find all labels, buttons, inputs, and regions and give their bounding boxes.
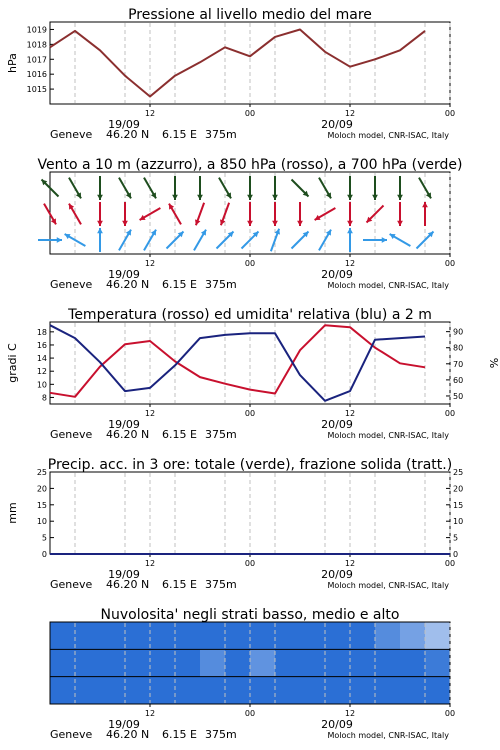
y-tick-label-right: 90 (453, 327, 464, 337)
y-axis-label: gradi C (6, 343, 19, 383)
cloud-cell-alto (150, 622, 176, 650)
location-lat: 46.20 N (106, 128, 150, 141)
cloud-cell-alto (300, 622, 326, 650)
location-lon: 6.15 E (162, 428, 197, 441)
cloud-cell-alto (50, 622, 76, 650)
day-label: 20/09 (321, 718, 353, 731)
location-lat: 46.20 N (106, 578, 150, 591)
cloud-cell-alto (250, 622, 276, 650)
cloud-cell-alto (225, 622, 251, 650)
location-lat: 46.20 N (106, 428, 150, 441)
y-tick-label-right: 70 (453, 359, 464, 369)
wind-arrow-head (247, 221, 253, 226)
wind-arrow-head (297, 221, 303, 226)
x-tick-label: 12 (344, 709, 356, 718)
y-tick-label-right: 25 (453, 468, 464, 477)
location-lon: 6.15 E (162, 278, 197, 291)
cloud-cell-basso (225, 677, 251, 705)
y-axis-label: hPa (6, 53, 19, 73)
y-tick-label: 14 (36, 354, 47, 364)
location-elev: 375m (205, 128, 237, 141)
panel-title: Precip. acc. in 3 ore: totale (verde), frazione solida (tratt.) (47, 457, 453, 473)
cloud-cell-medio (225, 649, 251, 677)
y-tick-label: 12 (36, 367, 47, 377)
cloud-cell-alto (200, 622, 226, 650)
cloud-cell-basso (425, 677, 451, 705)
cloud-cell-medio (125, 649, 151, 677)
cloud-cell-basso (125, 677, 151, 705)
x-tick-label: 12 (144, 709, 156, 718)
x-tick-label: 00 (244, 409, 256, 418)
day-label: 19/09 (108, 568, 140, 581)
y-tick-label: 25 (36, 468, 47, 477)
cloud-cell-basso (325, 677, 351, 705)
panel-title: Temperatura (rosso) ed umidita' relativa (blu) a 2 m (68, 307, 432, 323)
location-elev: 375m (205, 578, 237, 591)
x-tick-label: 12 (144, 109, 156, 118)
wind-arrow-head (422, 202, 428, 207)
model-source: Moloch model, CNR-ISAC, Italy (327, 131, 449, 140)
cloud-cell-alto (75, 622, 101, 650)
x-tick-label: 12 (344, 409, 356, 418)
model-source: Moloch model, CNR-ISAC, Italy (327, 581, 449, 590)
location-elev: 375m (205, 428, 237, 441)
location-name: Geneve (50, 428, 93, 441)
x-tick-label: 12 (144, 559, 156, 568)
temperatura-line (50, 325, 425, 397)
cloud-cell-alto (400, 622, 426, 650)
cloud-cell-alto (325, 622, 351, 650)
y-tick-label: 0 (41, 550, 47, 559)
y-tick-label: 1015 (26, 85, 47, 95)
location-name: Geneve (50, 128, 93, 141)
cloud-cell-medio (150, 649, 176, 677)
plot-frame (50, 472, 450, 554)
cloud-cell-medio (350, 649, 376, 677)
wind-arrow-head (197, 195, 203, 200)
y-tick-label: 1017 (26, 55, 47, 65)
y-tick-label-right: 10 (453, 517, 464, 527)
wind-arrow-head (347, 195, 353, 200)
cloud-cell-basso (75, 677, 101, 705)
y-tick-label-right: 20 (453, 484, 464, 494)
wind-arrow-head (97, 195, 103, 200)
cloud-cell-basso (150, 677, 176, 705)
panel-title: Vento a 10 m (azzurro), a 850 hPa (rosso), a 700 hPa (verde) (37, 157, 463, 173)
panel-title: Pressione al livello medio del mare (128, 7, 372, 23)
x-tick-label: 00 (244, 709, 256, 718)
day-label: 20/09 (321, 268, 353, 281)
cloud-cell-medio (425, 649, 451, 677)
location-lon: 6.15 E (162, 128, 197, 141)
cloud-cell-basso (375, 677, 401, 705)
cloud-cell-basso (50, 677, 76, 705)
wind-arrow-head (57, 237, 62, 243)
x-tick-label: 00 (444, 559, 456, 568)
cloud-cell-alto (350, 622, 376, 650)
x-tick-label: 00 (444, 409, 456, 418)
cloud-cell-medio (75, 649, 101, 677)
x-tick-label: 00 (444, 109, 456, 118)
y-tick-label: 20 (36, 484, 47, 494)
x-tick-label: 00 (444, 259, 456, 268)
wind-arrow-head (272, 221, 278, 226)
cloud-cell-alto (425, 622, 451, 650)
cloud-cell-basso (300, 677, 326, 705)
y-tick-label-right: 60 (453, 375, 464, 385)
location-name: Geneve (50, 278, 93, 291)
y-tick-label: 5 (41, 533, 47, 543)
y-tick-label-right: 50 (453, 391, 464, 401)
wind-arrow-head (97, 228, 103, 233)
location-elev: 375m (205, 278, 237, 291)
umidita-line (50, 325, 425, 401)
cloud-cell-alto (275, 622, 301, 650)
cloud-cell-basso (250, 677, 276, 705)
cloud-cell-medio (200, 649, 226, 677)
cloud-cell-alto (375, 622, 401, 650)
wind-arrow-head (347, 221, 353, 226)
wind-arrow-head (382, 237, 387, 243)
wind-arrow-head (97, 221, 103, 226)
day-label: 19/09 (108, 718, 140, 731)
cloud-cell-alto (100, 622, 126, 650)
cloud-cell-medio (375, 649, 401, 677)
model-source: Moloch model, CNR-ISAC, Italy (327, 731, 449, 740)
x-tick-label: 00 (244, 559, 256, 568)
y-tick-label-right: 0 (453, 550, 459, 559)
day-label: 19/09 (108, 418, 140, 431)
y-tick-label: 1016 (26, 70, 47, 80)
wind-arrow-head (372, 195, 378, 200)
x-tick-label: 00 (244, 259, 256, 268)
wind-arrow-head (247, 195, 253, 200)
plot-frame (50, 22, 450, 104)
model-source: Moloch model, CNR-ISAC, Italy (327, 431, 449, 440)
cloud-cell-medio (175, 649, 201, 677)
wind-arrow-head (397, 221, 403, 226)
x-tick-label: 12 (344, 109, 356, 118)
cloud-cell-basso (275, 677, 301, 705)
x-tick-label: 12 (344, 559, 356, 568)
cloud-cell-alto (125, 622, 151, 650)
cloud-cell-medio (325, 649, 351, 677)
day-label: 20/09 (321, 118, 353, 131)
cloud-cell-basso (350, 677, 376, 705)
wind-arrow-head (122, 221, 128, 226)
x-tick-label: 12 (344, 259, 356, 268)
wind-arrow-head (272, 195, 278, 200)
wind-arrow-head (397, 195, 403, 200)
cloud-cell-basso (175, 677, 201, 705)
day-label: 20/09 (321, 418, 353, 431)
cloud-cell-medio (50, 649, 76, 677)
x-tick-label: 12 (144, 259, 156, 268)
x-tick-label: 12 (144, 409, 156, 418)
wind-arrow-head (172, 195, 178, 200)
cloud-cell-medio (300, 649, 326, 677)
location-lon: 6.15 E (162, 578, 197, 591)
y-tick-label: 1018 (26, 40, 47, 50)
y-tick-label: 16 (36, 340, 47, 350)
y-tick-label: 1019 (26, 25, 47, 35)
cloud-cell-medio (275, 649, 301, 677)
x-tick-label: 00 (444, 709, 456, 718)
location-lat: 46.20 N (106, 728, 150, 741)
model-source: Moloch model, CNR-ISAC, Italy (327, 281, 449, 290)
day-label: 19/09 (108, 268, 140, 281)
location-name: Geneve (50, 728, 93, 741)
day-label: 19/09 (108, 118, 140, 131)
y-axis-label-right: % (487, 357, 500, 369)
day-label: 20/09 (321, 568, 353, 581)
cloud-cell-medio (400, 649, 426, 677)
y-tick-label: 10 (36, 380, 47, 390)
x-tick-label: 00 (244, 109, 256, 118)
pressure-line (50, 30, 425, 97)
y-tick-label-right: 15 (453, 500, 464, 510)
y-tick-label-right: 5 (453, 533, 459, 543)
location-elev: 375m (205, 728, 237, 741)
y-tick-label-right: 80 (453, 343, 464, 353)
cloud-cell-basso (100, 677, 126, 705)
y-tick-label: 18 (36, 327, 47, 337)
y-axis-label: mm (6, 502, 19, 524)
location-name: Geneve (50, 578, 93, 591)
y-tick-label: 10 (36, 517, 47, 527)
cloud-cell-medio (100, 649, 126, 677)
cloud-cell-basso (200, 677, 226, 705)
wind-arrow-head (347, 228, 353, 233)
panel-title: Nuvolosita' negli strati basso, medio e alto (100, 607, 400, 623)
cloud-cell-medio (250, 649, 276, 677)
location-lat: 46.20 N (106, 278, 150, 291)
cloud-cell-alto (175, 622, 201, 650)
y-tick-label: 8 (41, 393, 47, 403)
location-lon: 6.15 E (162, 728, 197, 741)
cloud-cell-basso (400, 677, 426, 705)
y-tick-label: 15 (36, 500, 47, 510)
